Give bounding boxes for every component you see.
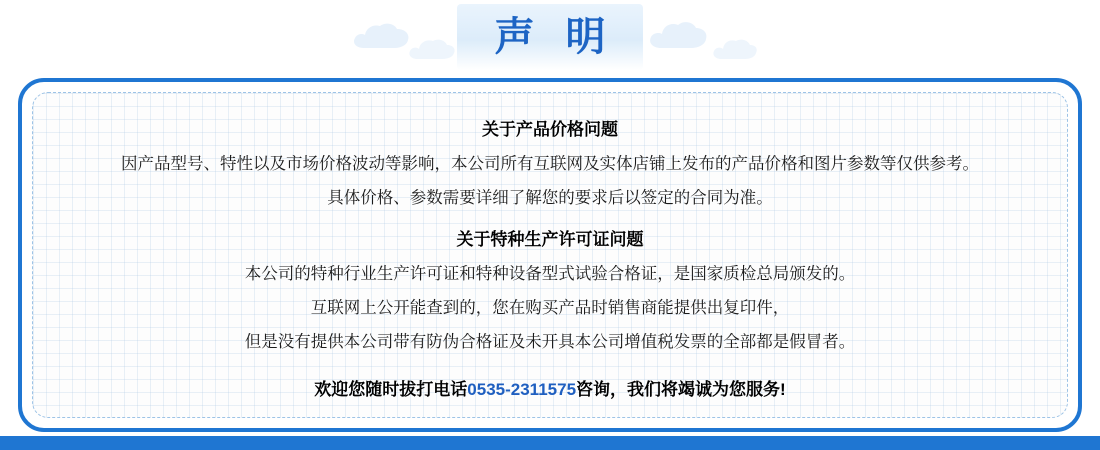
cloud-icon <box>648 18 708 50</box>
section-two-line-2: 互联网上公开能查到的，您在购买产品时销售商能提供出复印件， <box>310 299 790 317</box>
bottom-accent-bar <box>0 436 1100 450</box>
section-two-heading: 关于特种生产许可证问题 <box>456 230 644 249</box>
statement-frame <box>18 78 1082 432</box>
page-header <box>0 0 1100 78</box>
contact-suffix: 咨询，我们将竭诚为您服务! <box>576 380 786 399</box>
section-two-line-1: 本公司的特种行业生产许可证和特种设备型式试验合格证，是国家质检总局颁发的。 <box>244 265 856 283</box>
cloud-icon <box>712 36 758 60</box>
statement-content <box>33 93 1067 405</box>
contact-phone[interactable]: 0535-2311575 <box>467 380 577 399</box>
section-one-line-2: 具体价格、参数需要详细了解您的要求后以签定的合同为准。 <box>327 189 773 207</box>
cloud-icon <box>352 20 410 50</box>
section-one-heading: 关于产品价格问题 <box>482 120 618 139</box>
contact-line <box>63 375 1037 405</box>
page-title: 声 明 <box>494 15 616 59</box>
section-two-line-3: 但是没有提供本公司带有防伪合格证及未开具本公司增值税发票的全部都是假冒者。 <box>244 333 856 351</box>
section-one-line-1: 因产品型号、特性以及市场价格波动等影响，本公司所有互联网及实体店铺上发布的产品价格和图片参数等仅供参考。 <box>121 155 979 173</box>
statement-inner-panel <box>32 92 1068 418</box>
page-title-box <box>457 4 643 70</box>
cloud-icon <box>408 36 456 60</box>
contact-prefix: 欢迎您随时拔打电话 <box>314 380 468 399</box>
